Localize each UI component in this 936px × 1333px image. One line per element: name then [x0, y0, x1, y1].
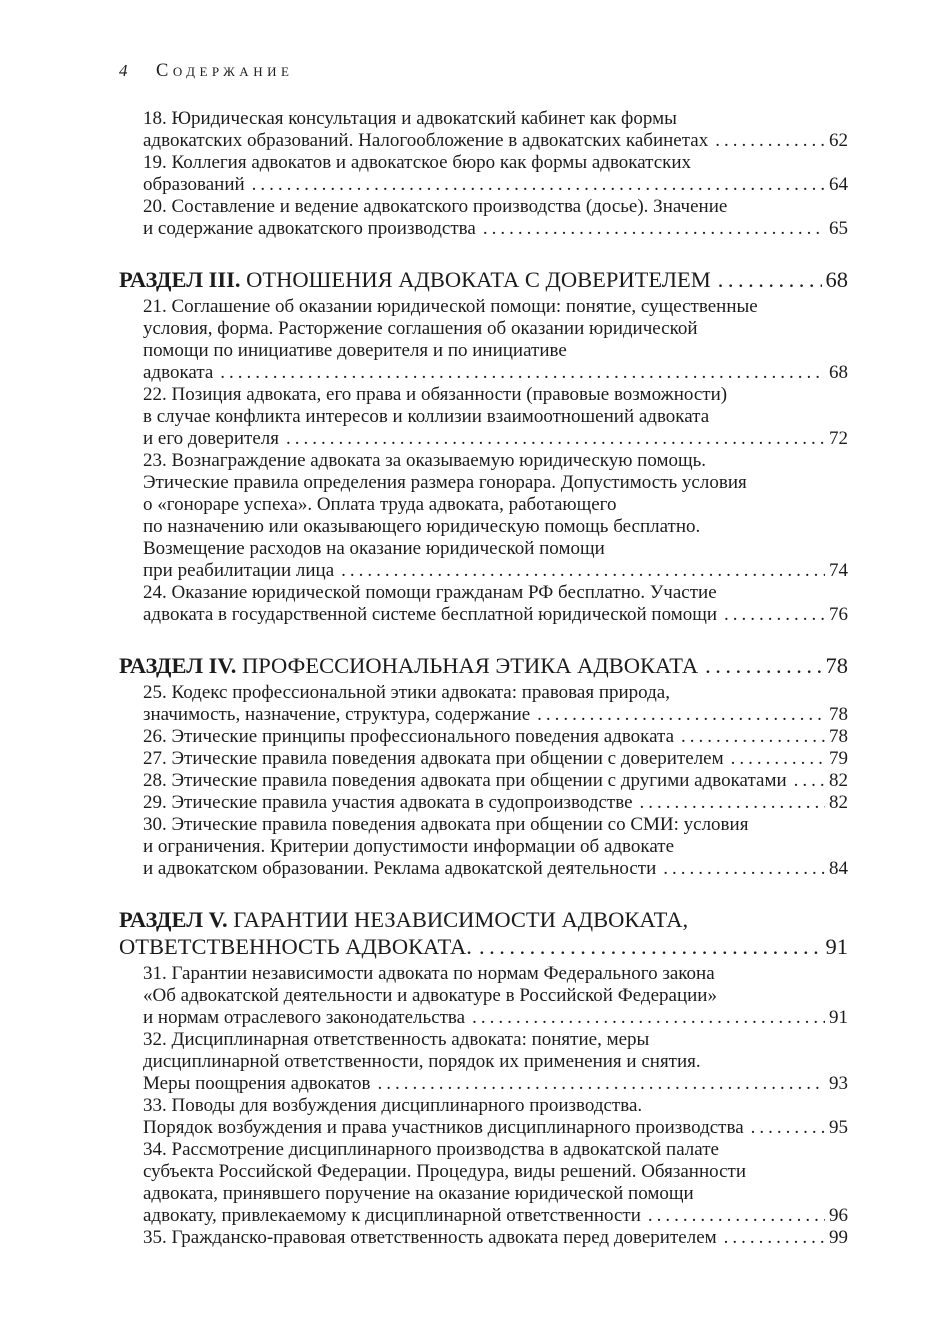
toc-entry — [143, 814, 848, 880]
entry-text: 30. Этические правила поведения адвоката при общении со СМИ: условия — [143, 814, 749, 835]
page-number: 68 — [825, 267, 848, 292]
section-title: ОТВЕТСТВЕННОСТЬ АДВОКАТА. — [119, 934, 472, 959]
entry-text: при реабилитации лица — [143, 560, 335, 581]
toc-entry — [143, 770, 848, 792]
page-number: 99 — [829, 1227, 848, 1248]
toc-entry-line — [143, 196, 848, 218]
entry-text: образований — [143, 174, 245, 195]
entry-text: Возмещение расходов на оказание юридической помощи — [143, 538, 605, 559]
toc-entry-line — [143, 1205, 848, 1227]
toc-entry — [143, 296, 848, 384]
entry-text: «Об адвокатской деятельности и адвокатуре в Российской Федерации» — [143, 985, 717, 1006]
toc-entry-line — [143, 130, 848, 152]
entry-text: и ограничения. Критерии допустимости информации об адвокате — [143, 836, 675, 857]
dots-leader — [724, 1227, 825, 1249]
toc-entry-line — [143, 1073, 848, 1095]
dots-leader — [537, 704, 825, 726]
page-number: 82 — [829, 792, 848, 813]
toc-entries-group — [143, 682, 848, 880]
dots-leader — [472, 1007, 825, 1029]
toc-entry-line — [143, 726, 848, 748]
entry-text: 24. Оказание юридической помощи гражданам РФ бесплатно. Участие — [143, 582, 717, 603]
page-number: 93 — [829, 1073, 848, 1094]
toc-entry — [143, 726, 848, 748]
entry-text: и нормам отраслевого законодательства — [143, 1007, 466, 1028]
page-number: 79 — [829, 748, 848, 769]
toc-entry-line — [143, 604, 848, 626]
section-title: ГАРАНТИИ НЕЗАВИСИМОСТИ АДВОКАТА, — [233, 907, 689, 932]
dots-leader — [751, 1117, 825, 1139]
toc-entry-line — [143, 682, 848, 704]
toc-section-line — [119, 906, 848, 933]
dots-leader — [705, 652, 821, 679]
page-number: 68 — [829, 362, 848, 383]
toc-entry-line — [143, 428, 848, 450]
page-content — [119, 60, 848, 1249]
toc-entry — [143, 1139, 848, 1227]
toc-section-line — [119, 652, 848, 679]
section-label: РАЗДЕЛ IV. — [119, 653, 242, 678]
dots-leader — [681, 726, 825, 748]
toc-entry-line — [143, 1029, 848, 1051]
entry-text: 19. Коллегия адвокатов и адвокатское бюро как формы адвокатских — [143, 152, 692, 173]
page-number: 72 — [829, 428, 848, 449]
toc-entry-line — [143, 362, 848, 384]
entry-text: значимость, назначение, структура, содержание — [143, 704, 531, 725]
toc-entry-line — [143, 770, 848, 792]
entry-text: адвоката в государственной системе бесплатной юридической помощи — [143, 604, 718, 625]
toc-entry — [143, 1095, 848, 1139]
entry-text: адвокату, привлекаемому к дисциплинарной ответственности — [143, 1205, 641, 1226]
entry-text: адвокатских образований. Налогообложение в адвокатских кабинетах — [143, 130, 709, 151]
entry-text: Меры поощрения адвокатов — [143, 1073, 371, 1094]
toc-entry — [143, 196, 848, 240]
page-number: 76 — [829, 604, 848, 625]
section-label: РАЗДЕЛ III. — [119, 267, 247, 292]
toc-entry — [143, 1227, 848, 1249]
toc-entry-line — [143, 963, 848, 985]
dots-leader — [724, 604, 825, 626]
toc-entry — [143, 1029, 848, 1095]
folio-page-number: 4 — [119, 61, 128, 80]
dots-leader — [220, 362, 825, 384]
toc-entries-group — [143, 296, 848, 626]
toc-section-line — [119, 266, 848, 293]
entry-text: Порядок возбуждения и права участников дисциплинарного производства — [143, 1117, 744, 1138]
entry-text: и содержание адвокатского производства — [143, 218, 476, 239]
entry-text: Этические правила определения размера гонорара. Допустимость условия — [143, 472, 747, 493]
page-number: 64 — [829, 174, 848, 195]
dots-leader — [483, 218, 825, 240]
toc-entry-line — [143, 792, 848, 814]
toc-entry-line — [143, 174, 848, 196]
toc-entry-line — [143, 108, 848, 130]
toc-entry — [143, 582, 848, 626]
toc-entry-line — [143, 814, 848, 836]
entry-text: и его доверителя — [143, 428, 280, 449]
toc-entry-line — [143, 1051, 848, 1073]
toc-entry-line — [143, 985, 848, 1007]
dots-leader — [648, 1205, 825, 1227]
entry-text: 25. Кодекс профессиональной этики адвоката: правовая природа, — [143, 682, 670, 703]
page-number: 82 — [829, 770, 848, 791]
section-title: ПРОФЕССИОНАЛЬНАЯ ЭТИКА АДВОКАТА — [242, 653, 699, 678]
dots-leader — [718, 266, 822, 293]
entry-text: 23. Вознаграждение адвоката за оказываемую юридическую помощь. — [143, 450, 707, 471]
entry-text: в случае конфликта интересов и коллизии взаимоотношений адвоката — [143, 406, 710, 427]
toc-section-heading — [119, 906, 848, 960]
page-number: 96 — [829, 1205, 848, 1226]
dots-leader — [341, 560, 825, 582]
page-number: 74 — [829, 560, 848, 581]
page-number: 78 — [829, 726, 848, 747]
toc-entry-line — [143, 494, 848, 516]
entry-text: 31. Гарантии независимости адвоката по нормам Федерального закона — [143, 963, 715, 984]
toc-entry-line — [143, 152, 848, 174]
dots-leader — [378, 1073, 826, 1095]
page-number: 65 — [829, 218, 848, 239]
section-label: РАЗДЕЛ V. — [119, 907, 234, 932]
entry-text: 18. Юридическая консультация и адвокатский кабинет как формы — [143, 108, 677, 129]
toc-entry-line — [143, 538, 848, 560]
toc-entry-line — [143, 1007, 848, 1029]
toc-entry-line — [143, 704, 848, 726]
toc-entry-line — [143, 218, 848, 240]
page-number: 78 — [825, 653, 848, 678]
toc-section-line — [119, 933, 848, 960]
entry-text: субъекта Российской Федерации. Процедура, виды решений. Обязанности — [143, 1161, 746, 1182]
entry-text: условия, форма. Расторжение соглашения об оказании юридической — [143, 318, 698, 339]
toc-entry-line — [143, 836, 848, 858]
toc-entry — [143, 108, 848, 152]
entry-text: по назначению или оказывающего юридическую помощь бесплатно. — [143, 516, 701, 537]
section-title: ОТНОШЕНИЯ АДВОКАТА С ДОВЕРИТЕЛЕМ — [246, 267, 711, 292]
toc-entry-line — [143, 560, 848, 582]
entry-text: и адвокатском образовании. Реклама адвокатской деятельности — [143, 858, 657, 879]
dots-leader — [640, 792, 825, 814]
entry-text: 28. Этические правила поведения адвоката при общении с другими адвокатами — [143, 770, 787, 791]
entry-text: о «гонораре успеха». Оплата труда адвоката, работающего — [143, 494, 617, 515]
toc — [119, 108, 848, 1249]
toc-section-heading — [119, 266, 848, 293]
toc-entry-line — [143, 296, 848, 318]
toc-entry — [143, 682, 848, 726]
toc-entry — [143, 963, 848, 1029]
page-number: 95 — [829, 1117, 848, 1138]
toc-entry-line — [143, 1117, 848, 1139]
toc-entry-line — [143, 1227, 848, 1249]
entry-text: помощи по инициативе доверителя и по инициативе — [143, 340, 567, 361]
entry-text: адвоката, принявшего поручение на оказание юридической помощи — [143, 1183, 694, 1204]
page-number: 84 — [829, 858, 848, 879]
toc-entry-line — [143, 858, 848, 880]
toc-entry-line — [143, 1095, 848, 1117]
toc-entry-line — [143, 516, 848, 538]
toc-entry-line — [143, 450, 848, 472]
entry-text: 32. Дисциплинарная ответственность адвоката: понятие, меры — [143, 1029, 650, 1050]
toc-entry-line — [143, 1183, 848, 1205]
page-number: 62 — [829, 130, 848, 151]
toc-entry — [143, 152, 848, 196]
dots-leader — [794, 770, 825, 792]
page-number: 91 — [825, 934, 848, 959]
dots-leader — [286, 428, 825, 450]
entry-text: 27. Этические правила поведения адвоката при общении с доверителем — [143, 748, 724, 769]
toc-entry-line — [143, 582, 848, 604]
toc-entry — [143, 792, 848, 814]
running-header — [119, 60, 848, 82]
toc-entry-line — [143, 384, 848, 406]
toc-entry-line — [143, 1139, 848, 1161]
dots-leader — [715, 130, 825, 152]
entry-text: адвоката — [143, 362, 214, 383]
toc-entry — [143, 748, 848, 770]
toc-entry-line — [143, 1161, 848, 1183]
entry-text: 22. Позиция адвоката, его права и обязанности (правовые возможности) — [143, 384, 728, 405]
entry-text: 35. Гражданско-правовая ответственность адвоката перед доверителем — [143, 1227, 717, 1248]
toc-entry — [143, 384, 848, 450]
running-header-title: Содержание — [156, 61, 294, 81]
toc-entry-line — [143, 340, 848, 362]
toc-entry — [143, 450, 848, 582]
toc-entry-line — [143, 748, 848, 770]
toc-entry-line — [143, 472, 848, 494]
toc-entries-group — [143, 963, 848, 1249]
entry-text: 20. Составление и ведение адвокатского производства (досье). Значение — [143, 196, 728, 217]
toc-entry-line — [143, 318, 848, 340]
entry-text: 26. Этические принципы профессионального поведения адвоката — [143, 726, 675, 747]
page-number: 91 — [829, 1007, 848, 1028]
dots-leader — [479, 933, 822, 960]
toc-entries-group — [143, 108, 848, 240]
toc-entry-line — [143, 406, 848, 428]
entry-text: 33. Поводы для возбуждения дисциплинарного производства. — [143, 1095, 643, 1116]
entry-text: 29. Этические правила участия адвоката в судопроизводстве — [143, 792, 633, 813]
dots-leader — [731, 748, 825, 770]
dots-leader — [663, 858, 825, 880]
dots-leader — [252, 174, 825, 196]
toc-section-heading — [119, 652, 848, 679]
entry-text: дисциплинарной ответственности, порядок их применения и снятия. — [143, 1051, 701, 1072]
page-number: 78 — [829, 704, 848, 725]
entry-text: 34. Рассмотрение дисциплинарного производства в адвокатской палате — [143, 1139, 719, 1160]
entry-text: 21. Соглашение об оказании юридической помощи: понятие, существенные — [143, 296, 758, 317]
